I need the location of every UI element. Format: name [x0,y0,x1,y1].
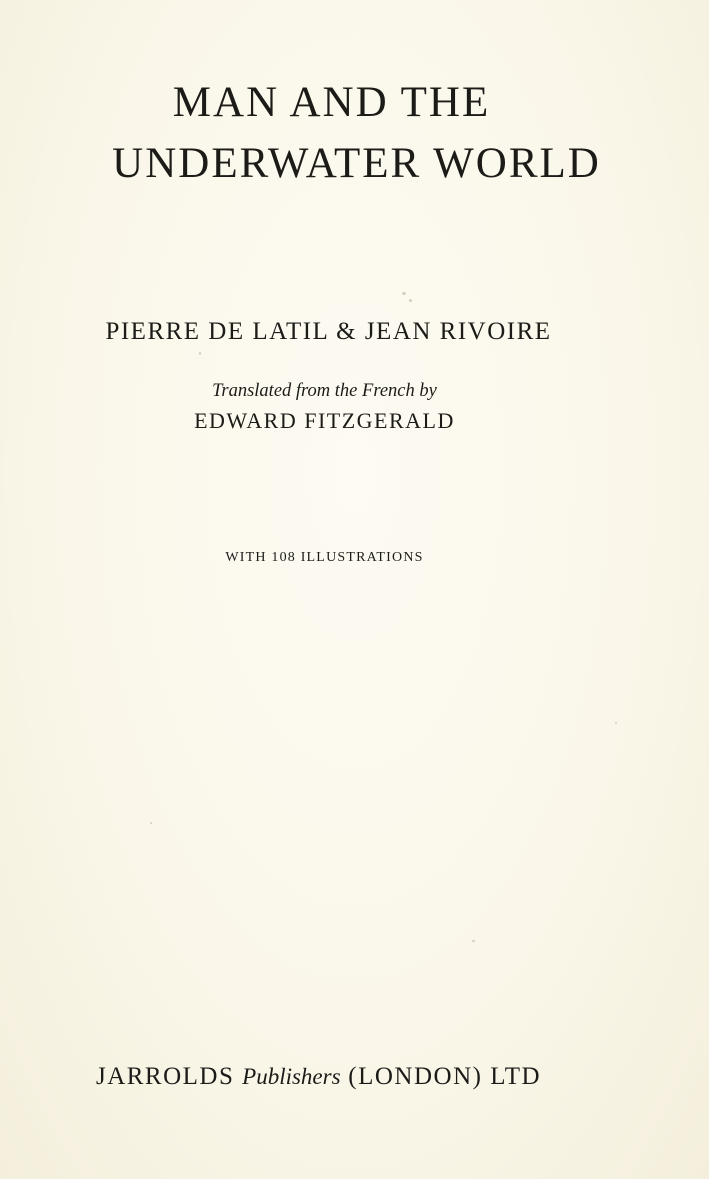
illustrations-note: WITH 108 ILLUSTRATIONS [225,550,424,565]
paper-speck [402,292,406,295]
book-title-line-1: MAN AND THE [172,79,491,126]
paper-speck [150,822,152,824]
publisher-imprint [0,1063,673,1091]
translator-name: EDWARD FITZGERALD [194,408,455,433]
publisher-word: Publishers [242,1064,341,1089]
paper-speck [199,352,201,355]
paper-speck [615,722,617,724]
translated-by-note: Translated from the French by [212,381,437,401]
paper-speck [409,299,412,302]
paper-speck [472,940,475,942]
publisher-name: JARROLDS [95,1063,235,1090]
publisher-suffix: (LONDON) LTD [348,1063,542,1090]
book-title-line-2: UNDERWATER WORLD [112,140,601,187]
authors: PIERRE DE LATIL & JEAN RIVOIRE [105,318,552,345]
